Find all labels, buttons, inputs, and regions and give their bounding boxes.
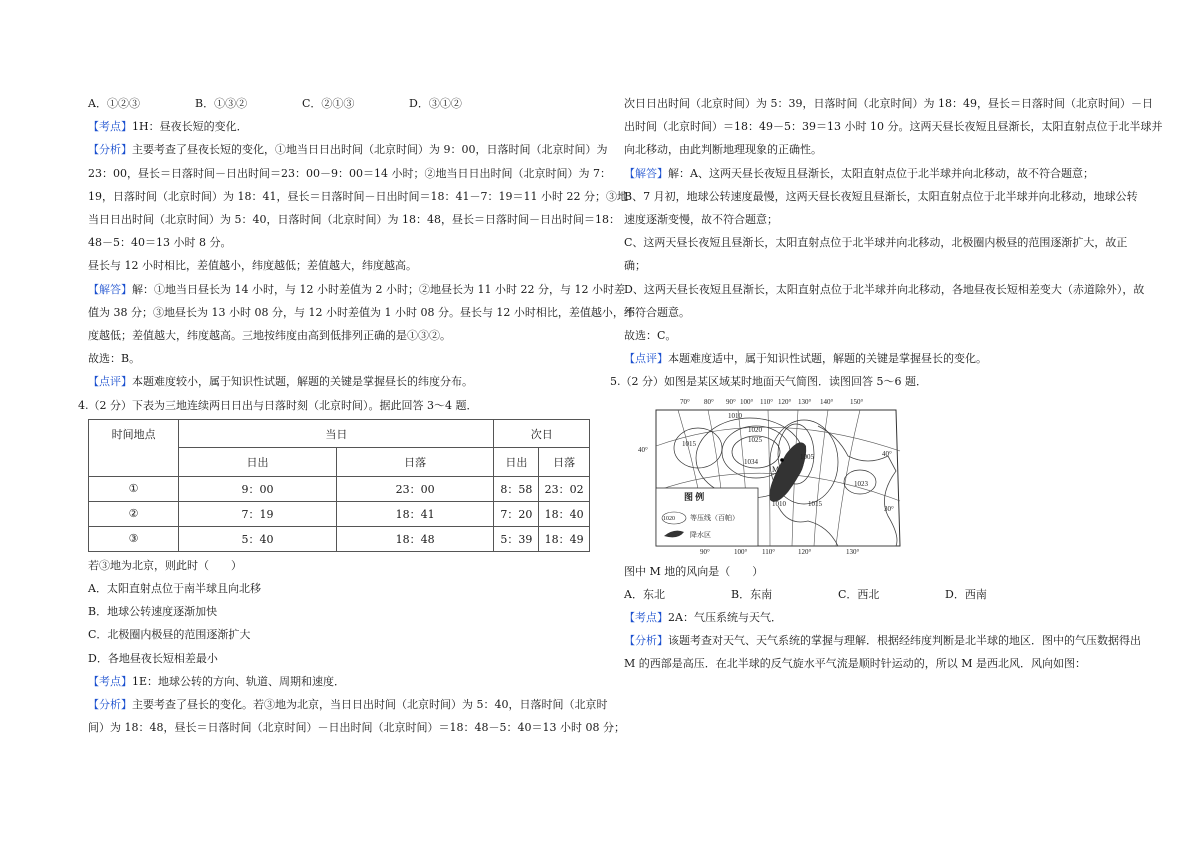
- fenxi-tag: 【分析】: [624, 634, 668, 648]
- table-corner: 时间地点: [89, 419, 179, 476]
- q4-jieda-line: 速度逐渐变慢，故不符合题意；: [624, 213, 778, 227]
- legend-title: 图 例: [684, 491, 705, 502]
- q4-fenxi-cont: 向北移动，由此判断地理现象的正确性。: [624, 143, 822, 157]
- fenxi-tag: 【分析】: [88, 143, 132, 157]
- q5-kaodian: 【考点】2A：气压系统与天气．: [624, 611, 782, 625]
- table-subheader: 日出: [179, 448, 337, 477]
- table-row: ③ 5：40 18：48 5：39 18：49: [89, 526, 590, 551]
- q4-option-a: A．太阳直射点位于南半球且向北移: [88, 582, 261, 596]
- q3-jieda-line: 值为 38 分；③地昼长为 13 小时 08 分，与 12 小时差值为 1 小时 08 分。昼长与 12 小时相比，差值越小，纬: [88, 305, 635, 319]
- q4-jieda-line: C、这两天昼长夜短且昼渐长，太阳直射点位于北半球并向北移动，北极圈内极昼的范围逐渐扩大，故正: [624, 236, 1128, 250]
- q4-option-d: D．各地昼夜长短相差最小: [88, 651, 218, 665]
- table-header-day2: 次日: [494, 419, 590, 448]
- isobar-label: 1023: [854, 479, 868, 488]
- q3-kaodian: 【考点】1H：昼夜长短的变化．: [88, 120, 248, 134]
- q4-fenxi-line: 【分析】主要考查了昼长的变化。若③地为北京，当日日出时间（北京时间）为 5：40，日落时间（北京时: [88, 698, 608, 712]
- q3-choices: [88, 92, 596, 115]
- q5-fenxi-line: M 的西部是高压．在北半球的反气旋水平气流是顺时针运动的，所以 M 是西北风．风向如图：: [624, 657, 1087, 671]
- kaodian-tag: 【考点】: [88, 674, 132, 688]
- q4-jieda-line: 确；: [624, 259, 646, 273]
- q4-fenxi-cont: 出时间（北京时间）＝18：49－5：39＝13 小时 10 分。这两天昼长夜短且昼渐长，太阳直射点位于北半球并: [624, 120, 1163, 134]
- isobar-label: 1020: [748, 425, 762, 434]
- q5-fenxi-line: 【分析】该题考查对天气、天气系统的掌握与理解．根据经纬度判断是北半球的地区．图中的气压数据得出: [624, 634, 1141, 648]
- legend-rain-label: 降水区: [690, 530, 711, 539]
- isobar-label: 1015: [808, 499, 822, 508]
- lon-label: 90°: [700, 547, 710, 556]
- table-subheader: 日落: [539, 448, 590, 477]
- lon-label: 70°: [680, 397, 690, 406]
- lon-label: 130°: [798, 397, 812, 406]
- q3-fenxi-line: 当日日出时间（北京时间）为 5：40，日落时间（北京时间）为 18：48，昼长＝日落时间－日出时间＝18：: [88, 213, 620, 227]
- lon-label: 110°: [762, 547, 776, 556]
- right-column: [610, 92, 1163, 676]
- q4-fenxi-line: 间）为 18：48，昼长＝日落时间（北京时间）－日出时间（北京时间）＝18：48－5：40＝13 小时 08 分；: [88, 721, 625, 735]
- q3-fenxi-line: 48－5：40＝13 小时 8 分。: [88, 236, 232, 250]
- q4-option-b: B．地球公转速度逐渐加快: [88, 605, 218, 619]
- q4-jieda-line: 不符合题意。: [624, 305, 690, 319]
- dianping-tag: 【点评】: [624, 352, 668, 366]
- q5-choice-c: C．西北: [838, 587, 880, 601]
- q3-choice-c: C．②①③: [302, 97, 355, 110]
- q3-dianping: 【点评】本题难度较小，属于知识性试题，解题的关键是掌握昼长的纬度分布。: [88, 375, 473, 389]
- q5-choice-d: D．西南: [945, 587, 987, 601]
- lon-label: 120°: [798, 547, 812, 556]
- q3-fenxi-line: 昼长与 12 小时相比，差值越小，纬度越低；差值越大，纬度越高。: [88, 259, 417, 273]
- q4-dianping: 【点评】本题难度适中，属于知识性试题，解题的关键是掌握昼长的变化。: [624, 352, 987, 366]
- lon-label: 140°: [820, 397, 834, 406]
- q4-jieda-line: 【解答】解：A、这两天昼长夜短且昼渐长，太阳直射点位于北半球并向北移动，故不符合题意；: [624, 166, 1094, 180]
- q4-option-c: C．北极圈内极昼的范围逐渐扩大: [88, 628, 251, 642]
- isobar-label: 1010: [772, 499, 786, 508]
- lon-label: 100°: [734, 547, 748, 556]
- map-legend: [656, 488, 758, 546]
- q5-choice-b: B．东南: [731, 587, 773, 601]
- lat-label: 40°: [638, 445, 648, 454]
- lon-label: 150°: [850, 397, 864, 406]
- table-subheader: 日落: [336, 448, 494, 477]
- left-column: [78, 92, 635, 739]
- dianping-tag: 【点评】: [88, 375, 132, 389]
- q3-choice-d: D．③①②: [409, 97, 462, 110]
- q4-fenxi-cont: 次日日出时间（北京时间）为 5：39，日落时间（北京时间）为 18：49，昼长＝日落时间（北京时间）－日: [624, 97, 1153, 110]
- q4-jieda-line: 故选：C。: [624, 329, 677, 343]
- fenxi-tag: 【分析】: [88, 698, 132, 712]
- lon-label: 100°: [740, 397, 754, 406]
- q3-fenxi-line: 23：00，昼长＝日落时间－日出时间＝23：00－9：00＝14 小时；②地当日日出时间（北京时间）为 7：: [88, 166, 611, 180]
- q4-jieda-line: D、这两天昼长夜短且昼渐长，太阳直射点位于北半球并向北移动，各地昼夜长短相差变大（赤道除外），故: [624, 282, 1145, 296]
- point-m-label: M: [772, 464, 780, 474]
- isobar-label: 1034: [744, 457, 758, 466]
- q3-choice-b: B．①③②: [195, 97, 248, 110]
- jieda-tag: 【解答】: [624, 166, 668, 180]
- q4-kaodian: 【考点】1E：地球公转的方向、轨道、周期和速度．: [88, 674, 346, 688]
- kaodian-tag: 【考点】: [624, 611, 668, 625]
- q5-question: 图中 M 地的风向是（ ）: [624, 564, 764, 578]
- q3-fenxi-line: 19，日落时间（北京时间）为 18：41，昼长＝日落时间－日出时间＝18：41－7：19＝11 小时 22 分；③地: [88, 189, 628, 203]
- q4-stem: 4.（2 分）下表为三地连续两日日出与日落时刻（北京时间）。据此回答 3～4 题．: [78, 398, 478, 412]
- isobar-label: 1010: [728, 411, 742, 420]
- table-row: ① 9：00 23：00 8：58 23：02: [89, 476, 590, 501]
- table-subheader: 日出: [494, 448, 539, 477]
- table-header-day1: 当日: [179, 419, 494, 448]
- isobar-label: 1005: [800, 452, 814, 461]
- q4-question: 若③地为北京，则此时（ ）: [88, 558, 242, 572]
- table-row: ② 7：19 18：41 7：20 18：40: [89, 501, 590, 526]
- q3-jieda-line: 【解答】解：①地当日昼长为 14 小时，与 12 小时差值为 2 小时；②地昼长为 11 小时 22 分，与 12 小时差: [88, 282, 625, 296]
- lat-label: 30°: [884, 504, 894, 513]
- q5-stem: 5.（2 分）如图是某区域某时地面天气简图．读图回答 5～6 题．: [610, 375, 927, 389]
- jieda-tag: 【解答】: [88, 282, 132, 296]
- kaodian-tag: 【考点】: [88, 120, 132, 134]
- q3-jieda-line: 度越低；差值越大，纬度越高。三地按纬度由高到低排列正确的是①③②。: [88, 329, 451, 343]
- lon-label: 130°: [846, 547, 860, 556]
- lon-label: 90°: [726, 397, 736, 406]
- legend-isobar-label: 等压线（百帕）: [690, 513, 739, 522]
- weather-map: [638, 396, 908, 556]
- legend-isobar-value: 1020: [663, 515, 675, 522]
- sunrise-sunset-table: [88, 419, 590, 552]
- isobar-label: 1015: [682, 439, 696, 448]
- q5-choice-a: A．东北: [624, 587, 665, 601]
- lon-label: 110°: [760, 397, 774, 406]
- lon-label: 80°: [704, 397, 714, 406]
- q3-fenxi-line: 【分析】主要考查了昼夜长短的变化，①地当日日出时间（北京时间）为 9：00，日落时间（北京时间）为: [88, 143, 608, 157]
- q5-choices: [624, 583, 1132, 606]
- q4-jieda-line: B、7 月初，地球公转速度最慢，这两天昼长夜短且昼渐长，太阳直射点位于北半球并向北移动，地球公转: [624, 189, 1138, 203]
- isobar-label: 1025: [748, 435, 762, 444]
- lat-label: 40°: [882, 449, 892, 458]
- q3-choice-a: A．①②③: [88, 97, 140, 110]
- point-m: [780, 458, 784, 462]
- lon-label: 120°: [778, 397, 792, 406]
- q3-jieda-line: 故选：B。: [88, 352, 141, 366]
